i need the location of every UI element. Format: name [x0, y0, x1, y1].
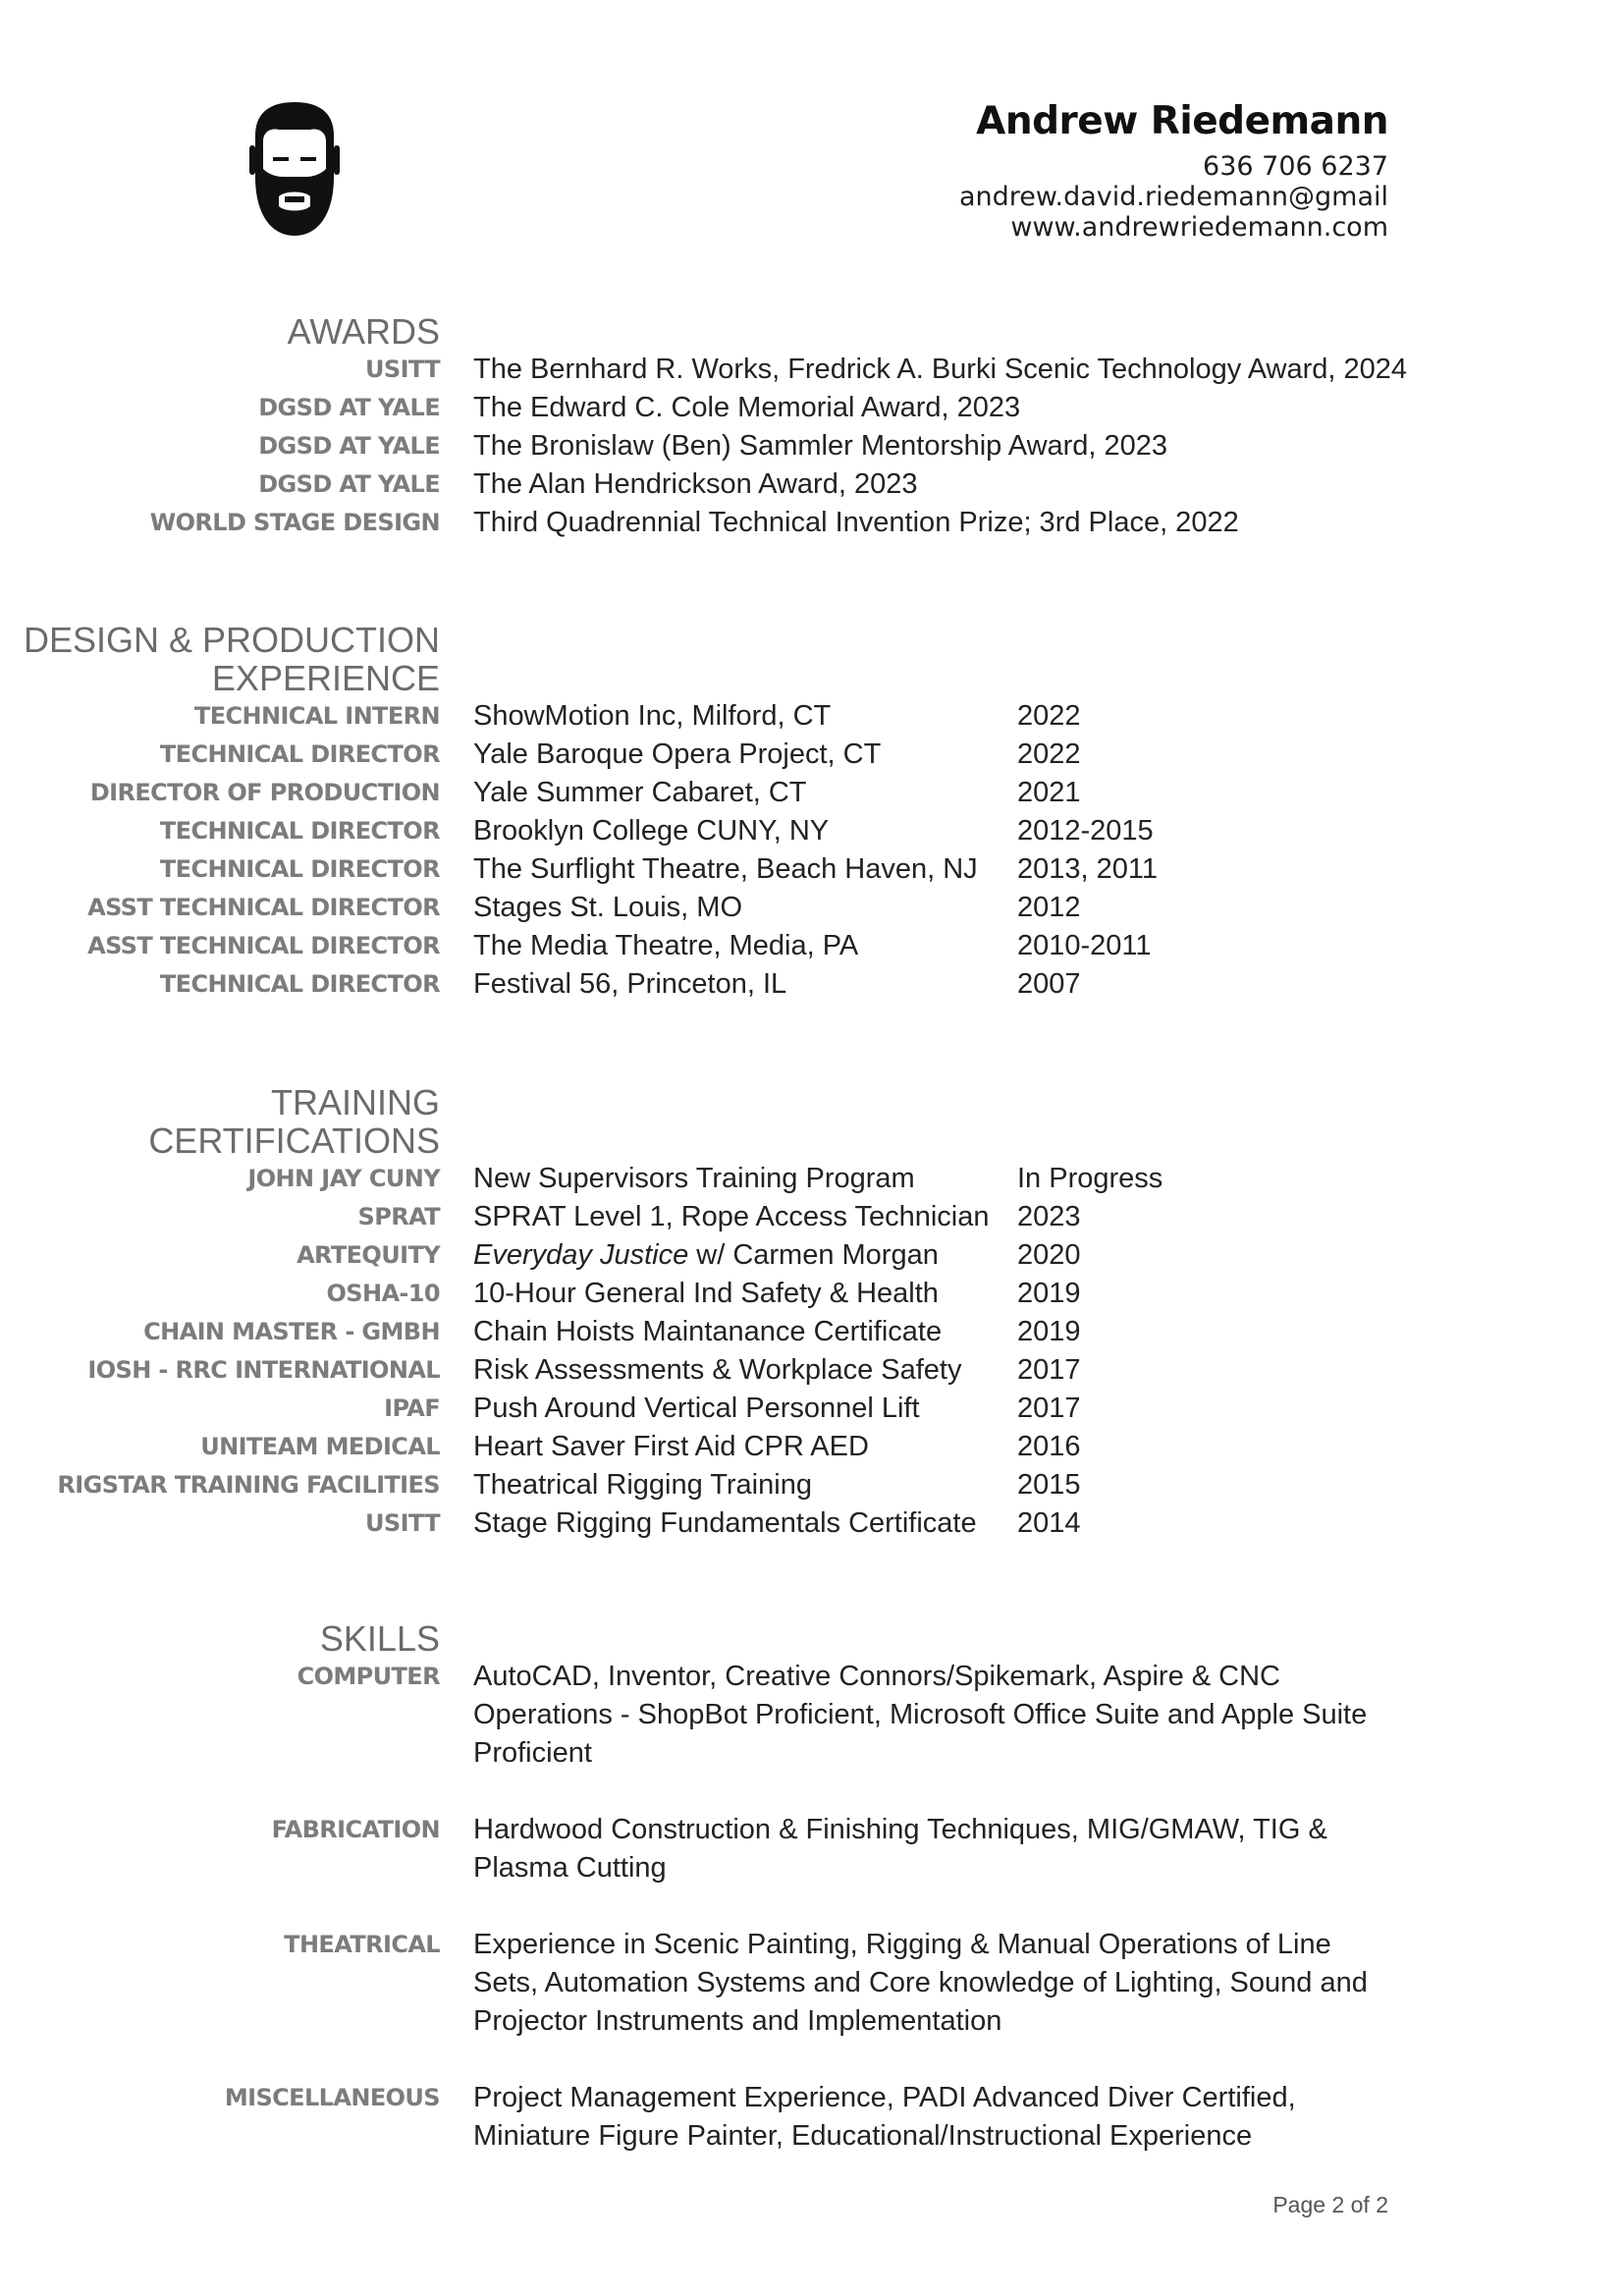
award-row — [0, 427, 1622, 465]
experience-role: TECHNICAL DIRECTOR — [159, 740, 440, 768]
experience-year: 2012-2015 — [1017, 815, 1154, 847]
skill-category: MISCELLANEOUS — [224, 2084, 440, 2111]
training-course-rest: w/ Carmen Morgan — [688, 1239, 939, 1271]
experience-section — [0, 621, 1622, 1004]
training-course: Theatrical Rigging Training — [473, 1469, 812, 1501]
training-heading-line1: TRAINING — [270, 1082, 440, 1122]
training-year: 2016 — [1017, 1431, 1081, 1462]
training-course: New Supervisors Training Program — [473, 1163, 915, 1194]
training-year: 2017 — [1017, 1393, 1081, 1424]
experience-place: Stages St. Louis, MO — [473, 892, 743, 923]
award-text: The Edward C. Cole Memorial Award, 2023 — [473, 392, 1021, 423]
training-course: Stage Rigging Fundamentals Certificate — [473, 1507, 977, 1539]
experience-row — [0, 697, 1622, 736]
experience-year: 2007 — [1017, 968, 1081, 1000]
experience-role: ASST TECHNICAL DIRECTOR — [87, 932, 440, 959]
training-course: Risk Assessments & Workplace Safety — [473, 1354, 962, 1386]
experience-year: 2013, 2011 — [1017, 853, 1158, 885]
email-address[interactable]: andrew.david.riedemann@gmail — [958, 182, 1388, 212]
training-course: Push Around Vertical Personnel Lift — [473, 1393, 920, 1424]
skill-row — [0, 2079, 1622, 2156]
experience-row — [0, 812, 1622, 850]
skills-heading: SKILLS — [319, 1618, 440, 1659]
skill-row — [0, 1926, 1622, 2041]
contact-header — [959, 98, 1388, 243]
experience-place: The Surflight Theatre, Beach Haven, NJ — [473, 853, 978, 885]
skill-text: Hardwood Construction & Finishing Techniques, MIG/GMAW, TIG & Plasma Cutting — [473, 1814, 1327, 1884]
experience-role: TECHNICAL INTERN — [193, 702, 440, 730]
award-row — [0, 351, 1622, 389]
award-text: The Bronislaw (Ben) Sammler Mentorship Award, 2023 — [473, 430, 1168, 462]
training-year: 2023 — [1017, 1201, 1081, 1232]
bearded-face-icon — [249, 98, 340, 240]
skills-section — [0, 1619, 1622, 2156]
training-row — [0, 1313, 1622, 1351]
experience-role: TECHNICAL DIRECTOR — [159, 817, 440, 845]
skill-text: Experience in Scenic Painting, Rigging & Manual Operations of Line Sets, Automation Systems and Core knowledge of Lighting, Sound and Projector Instruments and Implementation — [473, 1929, 1368, 2037]
experience-year: 2012 — [1017, 892, 1081, 923]
training-row — [0, 1198, 1622, 1236]
awards-section — [0, 312, 1622, 542]
experience-place: The Media Theatre, Media, PA — [473, 930, 859, 961]
experience-year: 2010-2011 — [1017, 930, 1152, 961]
training-year: In Progress — [1017, 1163, 1163, 1194]
skill-text: Project Management Experience, PADI Advanced Diver Certified, Miniature Figure Painter, Educational/Instructional Experience — [473, 2082, 1296, 2152]
experience-row — [0, 889, 1622, 927]
training-row — [0, 1275, 1622, 1313]
skill-category: THEATRICAL — [284, 1931, 440, 1958]
experience-place: Yale Summer Cabaret, CT — [473, 777, 807, 808]
experience-role: ASST TECHNICAL DIRECTOR — [87, 894, 440, 921]
experience-place: Yale Baroque Opera Project, CT — [473, 738, 882, 770]
training-org: RIGSTAR TRAINING FACILITIES — [57, 1471, 440, 1499]
training-year: 2014 — [1017, 1507, 1081, 1539]
training-row — [0, 1466, 1622, 1504]
awards-heading: AWARDS — [287, 311, 440, 352]
award-row — [0, 465, 1622, 504]
award-text: The Bernhard R. Works, Fredrick A. Burki Scenic Technology Award, 2024 — [473, 354, 1408, 385]
skill-category: COMPUTER — [297, 1663, 440, 1690]
website-link[interactable]: www.andrewriedemann.com — [1010, 212, 1388, 243]
training-org: UNITEAM MEDICAL — [200, 1433, 440, 1460]
training-course: 10-Hour General Ind Safety & Health — [473, 1278, 939, 1309]
skill-category: FABRICATION — [271, 1816, 440, 1843]
experience-row — [0, 736, 1622, 774]
phone-number: 636 706 6237 — [1203, 151, 1388, 182]
training-org: OSHA-10 — [326, 1280, 440, 1307]
experience-place: Brooklyn College CUNY, NY — [473, 815, 830, 847]
training-row — [0, 1236, 1622, 1275]
training-org: SPRAT — [357, 1203, 440, 1230]
candidate-name: Andrew Riedemann — [976, 99, 1388, 143]
experience-heading-line1: DESIGN & PRODUCTION — [23, 620, 440, 660]
training-row — [0, 1504, 1622, 1543]
training-row — [0, 1390, 1622, 1428]
experience-row — [0, 965, 1622, 1004]
experience-heading-line2: EXPERIENCE — [211, 658, 440, 698]
training-org: IPAF — [384, 1394, 440, 1422]
experience-role: TECHNICAL DIRECTOR — [159, 855, 440, 883]
award-org: WORLD STAGE DESIGN — [149, 509, 440, 536]
training-year: 2019 — [1017, 1278, 1081, 1309]
award-org: DGSD AT YALE — [258, 470, 440, 498]
training-course: Chain Hoists Maintanance Certificate — [473, 1316, 943, 1347]
training-year: 2015 — [1017, 1469, 1081, 1501]
experience-place: Festival 56, Princeton, IL — [473, 968, 787, 1000]
skill-text: AutoCAD, Inventor, Creative Connors/Spikemark, Aspire & CNC Operations - ShopBot Proficient, Microsoft Office Suite and Apple Suite Proficient — [473, 1661, 1368, 1769]
training-course: SPRAT Level 1, Rope Access Technician — [473, 1201, 990, 1232]
page-number: Page 2 of 2 — [1272, 2192, 1388, 2217]
award-text: Third Quadrennial Technical Invention Prize; 3rd Place, 2022 — [473, 507, 1239, 538]
experience-row — [0, 774, 1622, 812]
award-text: The Alan Hendrickson Award, 2023 — [473, 468, 918, 500]
experience-row — [0, 927, 1622, 965]
training-course-italic: Everyday Justice — [473, 1239, 689, 1271]
experience-year: 2022 — [1017, 738, 1081, 770]
training-year: 2020 — [1017, 1239, 1081, 1271]
training-year: 2019 — [1017, 1316, 1081, 1347]
training-year: 2017 — [1017, 1354, 1081, 1386]
training-org: ARTEQUITY — [297, 1241, 440, 1269]
training-org: CHAIN MASTER - GMBH — [143, 1318, 440, 1345]
experience-role: TECHNICAL DIRECTOR — [159, 970, 440, 998]
training-section — [0, 1083, 1622, 1543]
training-row — [0, 1160, 1622, 1198]
award-row — [0, 389, 1622, 427]
training-row — [0, 1428, 1622, 1466]
training-course — [473, 1236, 1017, 1275]
award-org: DGSD AT YALE — [258, 432, 440, 460]
award-org: USITT — [365, 355, 440, 383]
experience-year: 2022 — [1017, 700, 1081, 732]
award-row — [0, 504, 1622, 542]
training-course: Heart Saver First Aid CPR AED — [473, 1431, 869, 1462]
training-row — [0, 1351, 1622, 1390]
training-heading-line2: CERTIFICATIONS — [148, 1121, 440, 1161]
experience-role: DIRECTOR OF PRODUCTION — [89, 779, 440, 806]
skill-row — [0, 1658, 1622, 1773]
experience-row — [0, 850, 1622, 889]
experience-place: ShowMotion Inc, Milford, CT — [473, 700, 832, 732]
experience-year: 2021 — [1017, 777, 1081, 808]
award-org: DGSD AT YALE — [258, 394, 440, 421]
skill-row — [0, 1811, 1622, 1887]
training-org: USITT — [365, 1509, 440, 1537]
training-org: IOSH - RRC INTERNATIONAL — [87, 1356, 440, 1384]
training-org: JOHN JAY CUNY — [247, 1165, 440, 1192]
